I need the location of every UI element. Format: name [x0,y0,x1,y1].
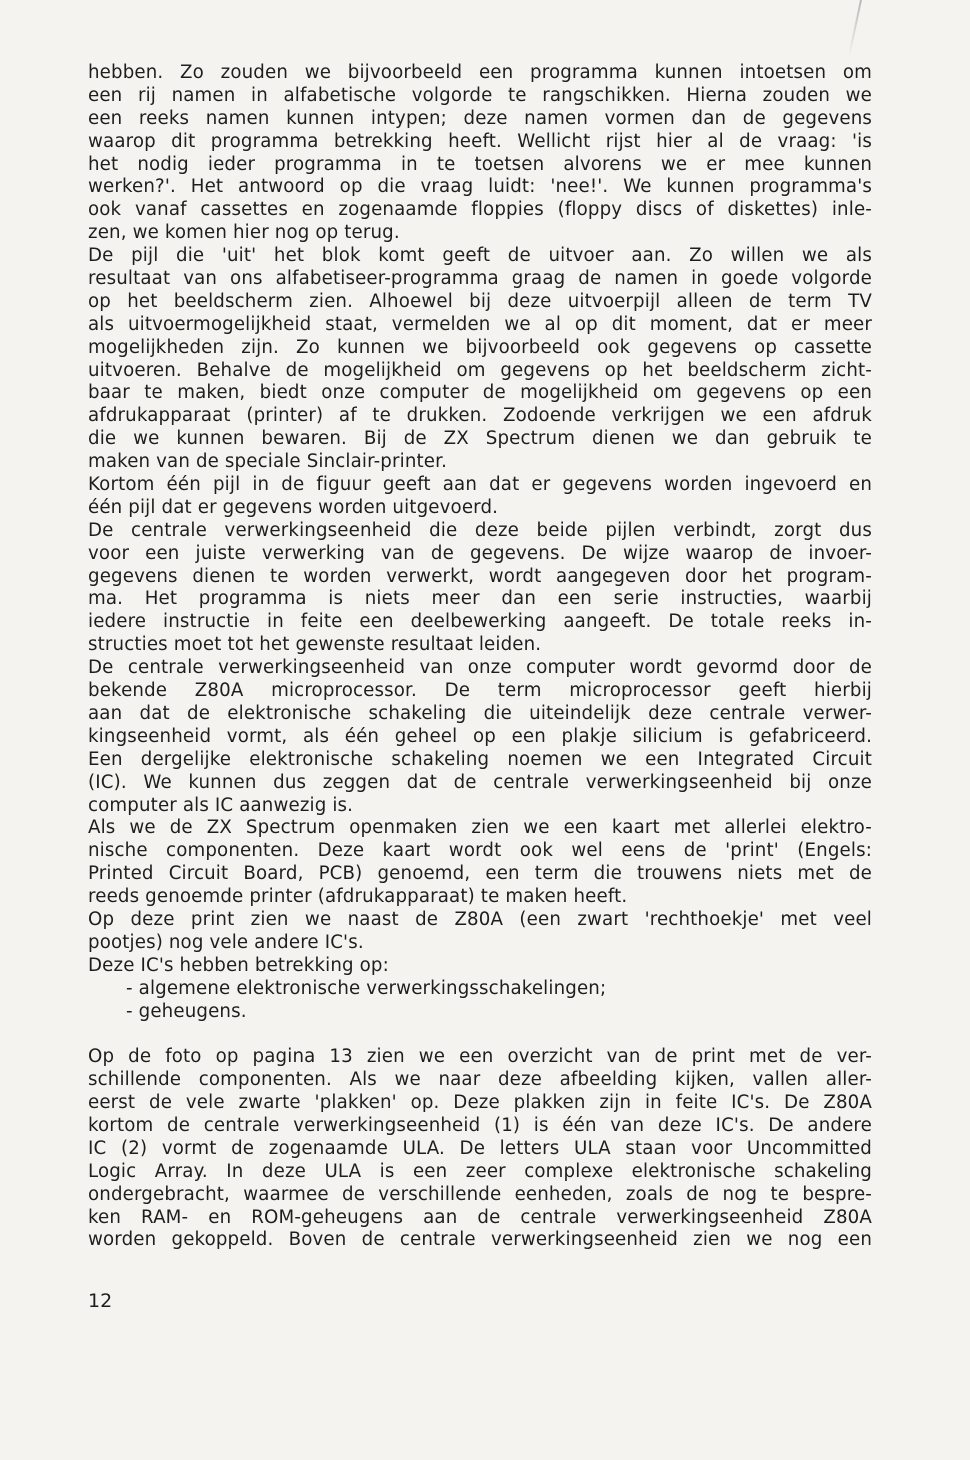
text-line: iedere instructie in feite een deelbewerking aangeeft. De totale reeks in- [88,611,872,633]
margin-pencil-mark [848,0,862,57]
text-line: eerst de vele zwarte 'plakken' op. Deze plakken zijn in feite IC's. De Z80A [88,1092,872,1114]
text-line: kingseenheid vormt, als één geheel op een plakje silicium is gefabriceerd. [88,725,872,747]
text-line: bekende Z80A microprocessor. De term microprocessor geeft hierbij [88,680,872,702]
text-line: afdrukapparaat (printer) af te drukken. Zodoende verkrijgen we een afdruk [88,405,872,427]
text-line: ma. Het programma is niets meer dan een serie instructies, waarbij [88,588,872,610]
text-line: als uitvoermogelijkheid staat, vermelden we al op dit moment, dat er meer [88,313,872,335]
text-line: voor een juiste verwerking van de gegevens. De wijze waarop de invoer- [88,542,872,564]
text-line: schillende componenten. Als we naar deze afbeelding kijken, vallen aller- [88,1069,872,1091]
text-line: Als we de ZX Spectrum openmaken zien we een kaart met allerlei elektro- [88,817,872,839]
text-line: De centrale verwerkingseenheid van onze computer wordt gevormd door de [88,657,872,679]
page-body-text [88,62,872,1252]
text-line: Kortom één pijl in de figuur geeft aan dat er gegevens worden ingevoerd en [88,474,872,496]
text-line: nische componenten. Deze kaart wordt ook wel eens de 'print' (Engels: [88,840,872,862]
list-item: - algemene elektronische verwerkingsschakelingen; [126,977,607,999]
list-item: - geheugens. [126,1000,247,1022]
text-line: een rij namen in alfabetische volgorde te rangschikken. Hierna zouden we [88,84,872,106]
text-line: mogelijkheden zijn. Zo kunnen we bijvoorbeeld ook gegevens op cassette [88,336,872,358]
page-number: 12 [88,1290,113,1312]
text-line: De centrale verwerkingseenheid die deze beide pijlen verbindt, zorgt dus [88,519,872,541]
paragraph-gap [88,1023,872,1046]
text-line: op het beeldscherm zien. Alhoewel bij deze uitvoerpijl alleen de term TV [88,290,872,312]
text-line: kortom de centrale verwerkingseenheid (1) is één van deze IC's. De andere [88,1114,872,1136]
text-line: computer als IC aanwezig is. [88,794,354,816]
text-line: één pijl dat er gegevens worden uitgevoerd. [88,496,499,518]
text-line: uitvoeren. Behalve de mogelijkheid om gegevens op het beeldscherm zicht- [88,359,872,381]
text-line: aan dat de elektronische schakeling die uiteindelijk deze centrale verwer- [88,702,872,724]
text-line: IC (2) vormt de zogenaamde ULA. De letters ULA staan voor Uncommitted [88,1137,872,1159]
text-line: die we kunnen bewaren. Bij de ZX Spectrum dienen we dan gebruik te [88,428,872,450]
text-line: structies moet tot het gewenste resultaat leiden. [88,634,542,656]
text-line: reeds genoemde printer (afdrukapparaat) te maken heeft. [88,886,628,908]
text-line: hebben. Zo zouden we bijvoorbeeld een programma kunnen intoetsen om [88,62,872,83]
text-line: Deze IC's hebben betrekking op: [88,954,389,976]
text-line: gegevens dienen te worden verwerkt, wordt aangegeven door het program- [88,565,872,587]
text-line: pootjes) nog vele andere IC's. [88,931,364,953]
text-line: (IC). We kunnen dus zeggen dat de centrale verwerkingseenheid bij onze [88,771,872,793]
text-line: Logic Array. In deze ULA is een zeer complexe elektronische schakeling [88,1160,872,1182]
text-line: Op deze print zien we naast de Z80A (een zwart 'rechthoekje' met veel [88,908,872,930]
text-line: Op de foto op pagina 13 zien we een overzicht van de print met de ver- [88,1046,872,1068]
text-line: werken?'. Het antwoord op die vraag luidt: 'nee!'. We kunnen programma's [88,176,872,198]
text-line: waarop dit programma betrekking heeft. Wellicht rijst hier al de vraag: 'is [88,130,872,152]
text-line: een reeks namen kunnen intypen; deze namen vormen dan de gegevens [88,107,872,129]
text-line: ondergebracht, waarmee de verschillende eenheden, zoals de nog te bespre- [88,1183,872,1205]
text-line: Een dergelijke elektronische schakeling noemen we een Integrated Circuit [88,748,872,770]
text-line: ook vanaf cassettes en zogenaamde floppies (floppy discs of diskettes) inle- [88,199,872,221]
text-line: ken RAM- en ROM-geheugens aan de centrale verwerkingseenheid Z80A [88,1206,872,1228]
text-line: het nodig ieder programma in te toetsen alvorens we er mee kunnen [88,153,872,175]
text-line: baar te maken, biedt onze computer de mogelijkheid om gegevens op een [88,382,872,404]
text-line: worden gekoppeld. Boven de centrale verwerkingseenheid zien we nog een [88,1229,872,1251]
text-line: De pijl die 'uit' het blok komt geeft de uitvoer aan. Zo willen we als [88,245,872,267]
text-line: Printed Circuit Board, PCB) genoemd, een term die trouwens niets met de [88,863,872,885]
text-line: zen, we komen hier nog op terug. [88,222,400,244]
text-line: resultaat van ons alfabetiseer-programma graag de namen in goede volgorde [88,268,872,290]
text-line: maken van de speciale Sinclair-printer. [88,451,448,473]
